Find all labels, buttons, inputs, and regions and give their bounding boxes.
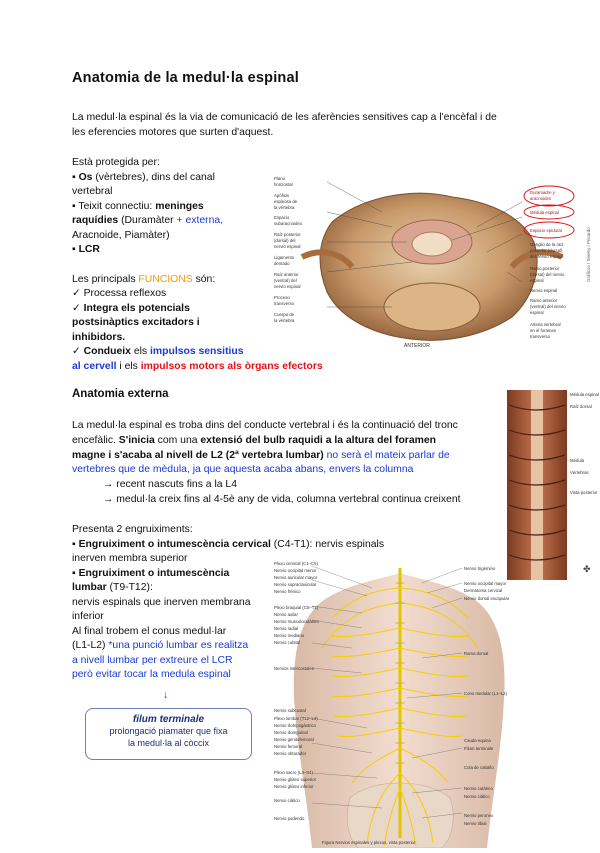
lumbar-line2 <box>72 580 153 596</box>
back-right-8: Cola de caballo <box>464 765 494 770</box>
raquidies-blue: + externa, <box>176 215 224 226</box>
to-brain: al cervell <box>72 361 117 372</box>
vlabel-4: la vértebra <box>274 205 295 210</box>
down-arrow-icon: ↓ <box>163 690 169 701</box>
vlabel-g-11: en el foramen <box>530 328 557 333</box>
vlabel-g-3: Ramo posterior <box>530 266 560 271</box>
back-right-2: Dermatoma cervical <box>464 588 503 593</box>
p2-mid: com una <box>154 435 201 446</box>
vertebra-watermark: Gráficos / Seeley / Pricardo <box>586 227 591 282</box>
conus-blue: *una punció lumbar es realitza <box>108 640 249 651</box>
external-p2 <box>72 433 436 449</box>
vlabel-r-2: Médula espinal <box>530 210 559 215</box>
back-left-17: Nervio femoral <box>274 744 302 749</box>
vertebra-figure <box>272 172 600 362</box>
raquidies-label: raquídies <box>72 215 119 226</box>
vlabel-r-0: Duramadre y <box>530 190 555 195</box>
back-left-11: Nervios intercostales <box>274 666 314 671</box>
vlabel-g-2: del nervio espinal <box>530 254 564 259</box>
lumbar-bold-2: lumbar <box>72 582 107 593</box>
vlabel-8: (dorsal) del <box>274 238 296 243</box>
vlabel-g-0: Ganglio de la raíz <box>530 242 564 247</box>
p2-pre: encefàlic. <box>72 435 119 446</box>
vlabel-16: transverso <box>274 301 295 306</box>
vlabel-10: Ligamento <box>274 255 295 260</box>
back-left-16: Nervio genitofemoral <box>274 737 314 742</box>
vlabel-15: Proceso <box>274 295 290 300</box>
cervical-rest: (C4-T1): nervis espinals <box>270 539 385 550</box>
back-left-8: Nervio radial <box>274 626 299 631</box>
spinal-column-illustration <box>505 390 600 580</box>
intro-line-1: La medul·la espinal és la via de comunicació de les aferències sensitives cap a l'encèfal i de <box>72 112 497 123</box>
spinal-nerves-figure <box>272 558 530 848</box>
vlabel-13: (ventral) del <box>274 278 297 283</box>
back-left-15: Nervio ilioinguinal <box>274 730 308 735</box>
vlabel-g-8: (ventral) del nervio <box>530 304 566 309</box>
teixit-text: ▪ Teixit connectiu: <box>72 201 156 212</box>
function-2c: inhibidors. <box>72 332 126 343</box>
f3b-mid: i els <box>116 361 141 372</box>
back-left-2: Nervio auricular mayor <box>274 575 318 580</box>
spine-label-2: Médula <box>570 458 585 463</box>
vertebra-caption: ANTERIOR <box>404 343 430 349</box>
vlabel-r-3: Espacio epidural <box>530 228 562 233</box>
back-caption: Figura Nervios espinales y plexos, vista posterior <box>322 840 416 845</box>
back-illustration <box>272 558 530 848</box>
vlabel-14: nervio espinal <box>274 284 301 289</box>
function-1: ✓ Processa reflexos <box>72 288 167 299</box>
function-3a <box>72 344 244 360</box>
os-text: (vèrtebres), dins del canal <box>92 172 215 183</box>
vlabel-17: Cuerpo de <box>274 312 295 317</box>
back-right-7: Filum terminale <box>464 746 494 751</box>
back-left-3: Nervio supraclavicular <box>274 582 317 587</box>
vlabel-11: dentado <box>274 261 290 266</box>
back-right-6: Cauda equina <box>464 738 491 743</box>
back-left-13: Plexo lumbar (T12–L4) <box>274 716 318 721</box>
vlabel-g-12: transverso <box>530 334 551 339</box>
back-left-4: Nervio frénico <box>274 589 301 594</box>
protection-heading: Està protegida per: <box>72 157 160 168</box>
spine-label-4: Vista posterior <box>570 490 598 495</box>
protection-raquidies <box>72 213 223 229</box>
enlargements-heading: Presenta 2 engruiximents: <box>72 524 193 535</box>
vlabel-g-5: espinal <box>530 278 544 283</box>
functions-pre: Les principals <box>72 274 139 285</box>
svg-text:✤: ✤ <box>583 565 591 575</box>
back-left-23: Nervio pudendo <box>274 816 305 821</box>
conus-pre: (L1-L2) <box>72 640 109 651</box>
vlabel-g-4: (dorsal) del nervio <box>530 272 565 277</box>
vlabel-g-9: espinal <box>530 310 544 315</box>
intro-line-2: les eferencies motores que surten d'aquest. <box>72 127 274 138</box>
f3a-mid: els <box>130 346 150 357</box>
external-arrow-1: → recent nascuts fins a la L4 <box>103 479 237 490</box>
p3-bold: magne i s'acaba al nivell de L2 (2ª vertebra lumbar) <box>72 450 324 461</box>
protection-lcr: ▪ LCR <box>72 244 100 255</box>
bullet: ▪ <box>72 172 76 183</box>
back-right-11: Nervio peroneo <box>464 813 494 818</box>
p2-inicia: S'inicia <box>118 435 155 446</box>
back-left-0: Plexo cervical (C1–C5) <box>274 561 318 566</box>
vlabel-6: subaracnoideo <box>274 221 303 226</box>
back-left-18: Nervio obturador <box>274 751 307 756</box>
filum-line-2: la medul·la al còccix <box>127 738 210 748</box>
conus-line4: però evitar tocar la medula espinal <box>72 669 231 680</box>
page-title: Anatomia de la medul·la espinal <box>72 70 299 86</box>
back-left-7: Nervio musculocutáneo <box>274 619 319 624</box>
meninges-label: meninges <box>155 201 204 212</box>
vlabel-3: espinosa de <box>274 199 298 204</box>
conus-line3: a nivell lumbar per extreure el LCR <box>72 655 233 666</box>
conus-line1: Al final trobem el conus medul·lar <box>72 626 227 637</box>
function-2b: postsinàptics excitadors i <box>72 317 200 328</box>
functions-word: FUNCIONS <box>138 274 193 285</box>
filum-title: filum terminale <box>132 714 205 725</box>
external-arrow-2: → medul·la creix fins al 4-5è any de vida, columna vertebral continua creixent <box>103 494 461 505</box>
lumbar-rest: (T9-T12): <box>106 582 153 593</box>
external-p4: vertebres que de mèdula, ja que aquesta acaba abans, envers la columna <box>72 464 414 475</box>
back-left-6: Nervio axilar <box>274 612 298 617</box>
lumbar-bold-1: ▪ Engruiximent o intumescència <box>72 568 230 579</box>
raquidies-text: (Duramàter <box>118 215 177 226</box>
vlabel-g-10: Arteria vertebral <box>530 322 561 327</box>
spine-label-0: Médula espinal <box>570 392 599 397</box>
vlabel-0: Plano <box>274 176 285 181</box>
back-left-22: Nervio ciático <box>274 798 300 803</box>
back-right-12: Nervio tibial <box>464 821 487 826</box>
vlabel-12: Raíz anterior <box>274 272 299 277</box>
vlabel-2: Apófisis <box>274 193 290 198</box>
back-right-4: Rama dorsal <box>464 651 489 656</box>
sensory-impulses: impulsos sensitius <box>150 346 244 357</box>
protection-os-line2: vertebral <box>72 186 113 197</box>
back-left-14: Nervio iliohipogástrico <box>274 723 317 728</box>
back-left-9: Nervio mediano <box>274 633 305 638</box>
external-anatomy-heading: Anatomia externa <box>72 388 169 400</box>
back-right-0: Nervio trigémino <box>464 566 496 571</box>
back-left-19: Plexo sacro (L4–S4) <box>274 770 313 775</box>
lumbar-line3: nervis espinals que inerven membrana <box>72 597 251 608</box>
back-left-20: Nervio glúteo superior <box>274 777 317 782</box>
vlabel-5: Espacio <box>274 215 290 220</box>
filum-terminale-callout <box>85 708 252 760</box>
back-left-12: Nervio subcostal <box>274 708 306 713</box>
back-left-10: Nervio cubital <box>274 640 301 645</box>
vlabel-g-1: posterior (dorsal) <box>530 248 563 253</box>
back-left-21: Nervio glúteo inferior <box>274 784 314 789</box>
spine-label-3: Vértebras <box>570 470 589 475</box>
vlabel-9: nervio espinal <box>274 244 301 249</box>
check: ✓ <box>72 346 84 357</box>
cervical-bold: ▪ Engruiximent o intumescència cervical <box>72 539 271 550</box>
vlabel-g-7: Ramo anterior <box>530 298 558 303</box>
filum-line-1: prolongació piamater que fixa <box>109 726 228 736</box>
protection-raq-line3: Aracnoide, Piamàter) <box>72 230 170 241</box>
vlabel-r-1: aracnoides <box>530 196 552 201</box>
spinal-cord-figure <box>505 390 600 580</box>
lumbar-line4: inferior <box>72 611 104 622</box>
spine-label-1: Raíz dorsal <box>570 404 592 409</box>
back-right-5: Cono medular (L1–L2) <box>464 691 507 696</box>
functions-post: són: <box>192 274 216 285</box>
back-right-10: Nervio ciático <box>464 794 490 799</box>
vlabel-1: horizontal <box>274 182 293 187</box>
vlabel-7: Raíz posterior <box>274 232 301 237</box>
function-2a: ✓ Integra els potencials <box>72 303 190 314</box>
p3-blue: no serà el mateix parlar de <box>323 450 450 461</box>
condueix: Condueix <box>83 346 131 357</box>
back-right-1: Nervio occipital mayor <box>464 581 507 586</box>
vlabel-g-6: Nervio espinal <box>530 288 558 293</box>
back-left-5: Plexo braquial (C5–T1) <box>274 605 319 610</box>
back-right-9: Nervio cutáneo <box>464 786 493 791</box>
vlabel-18: la vértebra <box>274 318 295 323</box>
conus-line2 <box>72 638 248 654</box>
motor-impulses: impulsos motors als òrgans efectors <box>140 361 323 372</box>
back-left-1: Nervio occipital menor <box>274 568 317 573</box>
os-label: Os <box>78 172 93 183</box>
back-right-3: Nervio dorsal escapular <box>464 596 510 601</box>
p2-extension: extensió del bulb raquidi a la altura del foramen <box>200 435 436 446</box>
cervical-line2: inerven membra superior <box>72 553 188 564</box>
external-p1: La medul·la espinal es troba dins del conducte vertebral i és la continuació del tronc <box>72 420 458 431</box>
